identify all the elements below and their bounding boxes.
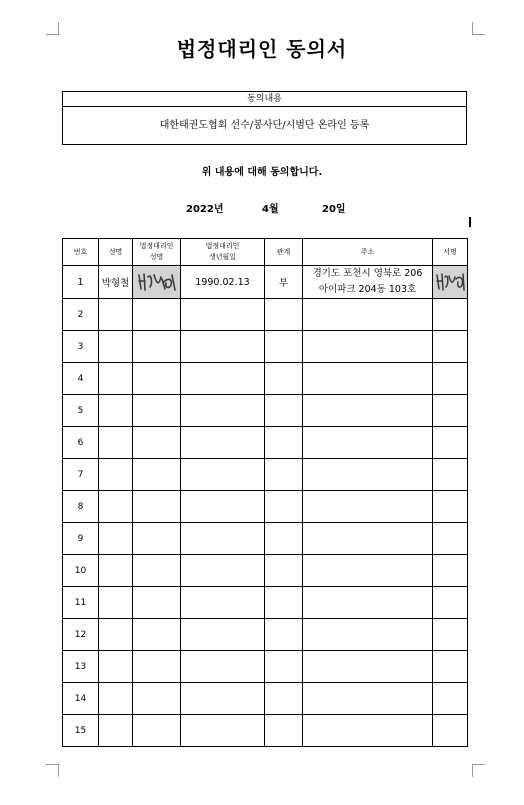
table-row — [63, 523, 468, 555]
row-signature[interactable] — [433, 523, 468, 555]
row-guardian-birth: 1990.02.13 — [181, 266, 265, 299]
row-relation[interactable] — [265, 491, 303, 523]
row-guardian-birth[interactable] — [181, 299, 265, 331]
row-guardian-birth[interactable] — [181, 491, 265, 523]
row-relation[interactable] — [265, 523, 303, 555]
header-guardian-birth-line2: 생년월일 — [208, 253, 237, 261]
consent-heading: 동의내용 — [63, 92, 466, 107]
row-no: 2 — [63, 299, 99, 331]
row-guardian-name[interactable] — [133, 523, 181, 555]
consent-body: 대한태권도협회 선수/봉사단/시범단 온라인 등록 — [159, 120, 370, 131]
row-guardian-name[interactable] — [133, 491, 181, 523]
row-guardian-birth[interactable] — [181, 683, 265, 715]
row-guardian-name[interactable] — [133, 587, 181, 619]
text-cursor — [469, 217, 471, 227]
row-guardian-birth[interactable] — [181, 651, 265, 683]
row-signature[interactable] — [433, 715, 468, 747]
signature-image — [433, 266, 468, 299]
row-name[interactable] — [99, 331, 133, 363]
row-name[interactable] — [99, 363, 133, 395]
row-name[interactable] — [99, 395, 133, 427]
row-signature[interactable] — [433, 683, 468, 715]
row-name[interactable] — [99, 427, 133, 459]
row-address[interactable] — [303, 331, 433, 363]
row-address[interactable] — [303, 715, 433, 747]
row-guardian-name[interactable] — [133, 331, 181, 363]
row-address[interactable] — [303, 683, 433, 715]
row-guardian-birth[interactable] — [181, 331, 265, 363]
row-no: 9 — [63, 523, 99, 555]
row-address[interactable] — [303, 363, 433, 395]
row-no: 14 — [63, 683, 99, 715]
table-row — [63, 683, 468, 715]
table-header-row — [63, 239, 468, 266]
row-no: 10 — [63, 555, 99, 587]
row-guardian-birth[interactable] — [181, 587, 265, 619]
table-row — [63, 266, 468, 299]
row-name[interactable] — [99, 715, 133, 747]
table-row — [63, 715, 468, 747]
header-relation: 관계 — [265, 239, 303, 266]
row-guardian-birth[interactable] — [181, 459, 265, 491]
crop-mark-bottom-right — [472, 764, 485, 777]
header-guardian-birth-line1: 법정대리인 — [205, 242, 240, 250]
handwritten-signature-icon — [135, 269, 179, 295]
row-relation[interactable] — [265, 555, 303, 587]
row-guardian-birth[interactable] — [181, 715, 265, 747]
row-address[interactable] — [303, 427, 433, 459]
row-guardian-name[interactable] — [133, 715, 181, 747]
row-name[interactable] — [99, 299, 133, 331]
row-guardian-birth[interactable] — [181, 427, 265, 459]
row-name[interactable] — [99, 555, 133, 587]
row-no: 6 — [63, 427, 99, 459]
row-relation[interactable] — [265, 395, 303, 427]
row-relation[interactable] — [265, 427, 303, 459]
row-guardian-birth[interactable] — [181, 395, 265, 427]
row-guardian-birth[interactable] — [181, 555, 265, 587]
header-signature: 서명 — [433, 239, 468, 266]
header-guardian-name-line1: 법정대리인 — [139, 242, 174, 250]
row-signature[interactable] — [433, 651, 468, 683]
row-name[interactable] — [99, 651, 133, 683]
row-guardian-name[interactable] — [133, 555, 181, 587]
table-row — [63, 363, 468, 395]
row-relation[interactable] — [265, 459, 303, 491]
row-signature[interactable] — [433, 555, 468, 587]
row-address[interactable] — [303, 299, 433, 331]
document-title: 법정대리인 동의서 — [176, 37, 348, 61]
row-relation: 부 — [265, 266, 303, 299]
row-signature[interactable] — [433, 619, 468, 651]
row-relation[interactable] — [265, 619, 303, 651]
row-address[interactable] — [303, 555, 433, 587]
row-address[interactable] — [303, 491, 433, 523]
row-relation[interactable] — [265, 683, 303, 715]
row-relation[interactable] — [265, 651, 303, 683]
header-address: 주소 — [303, 239, 433, 266]
row-relation[interactable] — [265, 587, 303, 619]
row-address[interactable] — [303, 651, 433, 683]
row-no: 15 — [63, 715, 99, 747]
row-name[interactable] — [99, 587, 133, 619]
row-no: 7 — [63, 459, 99, 491]
row-name[interactable] — [99, 491, 133, 523]
row-no: 13 — [63, 651, 99, 683]
row-address-line1: 경기도 포천시 영북로 206 — [312, 268, 423, 279]
guardian-table — [62, 238, 468, 747]
row-guardian-birth[interactable] — [181, 523, 265, 555]
row-name[interactable] — [99, 619, 133, 651]
row-address-line2: 아이파크 204동 103호 — [318, 284, 417, 295]
row-name[interactable] — [99, 459, 133, 491]
table-row — [63, 491, 468, 523]
row-address[interactable] — [303, 619, 433, 651]
row-guardian-name[interactable] — [133, 299, 181, 331]
row-no: 4 — [63, 363, 99, 395]
row-signature[interactable] — [433, 395, 468, 427]
row-relation[interactable] — [265, 715, 303, 747]
row-signature[interactable] — [433, 587, 468, 619]
row-guardian-birth[interactable] — [181, 363, 265, 395]
header-name: 성명 — [99, 239, 133, 266]
row-no: 8 — [63, 491, 99, 523]
row-guardian-name[interactable] — [133, 459, 181, 491]
table-row — [63, 459, 468, 491]
row-guardian-name[interactable] — [133, 651, 181, 683]
date-day: 20일 — [322, 204, 346, 215]
row-signature[interactable] — [433, 491, 468, 523]
row-address[interactable] — [303, 523, 433, 555]
row-guardian-birth[interactable] — [181, 619, 265, 651]
table-row — [63, 587, 468, 619]
table-row — [63, 331, 468, 363]
table-row — [63, 299, 468, 331]
row-no: 3 — [63, 331, 99, 363]
header-guardian-birth — [181, 239, 265, 266]
row-no: 11 — [63, 587, 99, 619]
header-guardian-name-line2: 성명 — [149, 253, 164, 261]
row-guardian-name[interactable] — [133, 427, 181, 459]
row-guardian-name[interactable] — [133, 395, 181, 427]
handwritten-signature-icon — [434, 269, 466, 295]
row-address[interactable] — [303, 587, 433, 619]
row-relation[interactable] — [265, 363, 303, 395]
row-guardian-name[interactable] — [133, 619, 181, 651]
consent-box — [62, 91, 467, 145]
row-no: 12 — [63, 619, 99, 651]
row-signature[interactable] — [433, 299, 468, 331]
row-signature[interactable] — [433, 331, 468, 363]
row-address[interactable] — [303, 459, 433, 491]
row-relation[interactable] — [265, 299, 303, 331]
table-row — [63, 555, 468, 587]
row-no: 5 — [63, 395, 99, 427]
table-row — [63, 427, 468, 459]
row-guardian-name[interactable] — [133, 363, 181, 395]
row-address — [303, 266, 433, 299]
row-name: 박형철 — [99, 266, 133, 299]
guardian-signature-image — [133, 266, 181, 299]
header-guardian-name — [133, 239, 181, 266]
table-row — [63, 395, 468, 427]
date-year: 2022년 — [186, 204, 224, 215]
table-row — [63, 619, 468, 651]
date-month: 4월 — [262, 204, 279, 215]
row-address[interactable] — [303, 395, 433, 427]
header-no: 번호 — [63, 239, 99, 266]
row-name[interactable] — [99, 523, 133, 555]
row-relation[interactable] — [265, 331, 303, 363]
row-name[interactable] — [99, 683, 133, 715]
agree-statement: 위 내용에 대해 동의합니다. — [201, 167, 323, 178]
row-guardian-name[interactable] — [133, 683, 181, 715]
crop-mark-bottom-left — [46, 764, 59, 777]
row-signature[interactable] — [433, 459, 468, 491]
row-signature[interactable] — [433, 427, 468, 459]
table-row — [63, 651, 468, 683]
row-no: 1 — [63, 266, 99, 299]
row-signature[interactable] — [433, 363, 468, 395]
